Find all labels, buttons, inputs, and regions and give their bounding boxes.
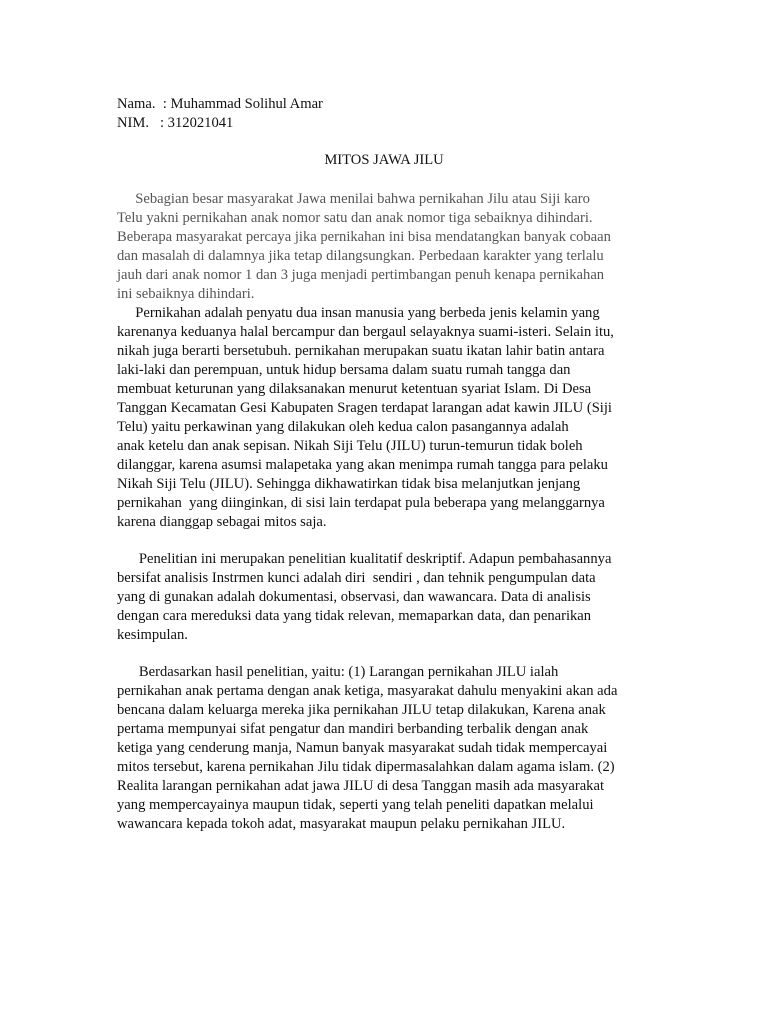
- paragraph-line: anak ketelu dan anak sepisan. Nikah Siji Telu (JILU) turun-temurun tidak boleh: [117, 438, 583, 454]
- student-name-line: Nama. : Muhammad Solihul Amar: [117, 96, 323, 112]
- paragraph-line: Berdasarkan hasil penelitian, yaitu: (1) Larangan pernikahan JILU ialah: [117, 664, 559, 680]
- paragraph-line: Telu yakni pernikahan anak nomor satu dan anak nomor tiga sebaiknya dihindari.: [117, 210, 593, 226]
- paragraph-line: jauh dari anak nomor 1 dan 3 juga menjadi pertimbangan penuh kenapa pernikahan: [117, 267, 605, 283]
- paragraph-line: yang di gunakan adalah dokumentasi, observasi, dan wawancara. Data di analisis: [117, 589, 591, 605]
- paragraph-line: bersifat analisis Instrmen kunci adalah diri sendiri , dan tehnik pengumpulan data: [117, 570, 596, 586]
- paragraph-line: Penelitian ini merupakan penelitian kualitatif deskriptif. Adapun pembahasannya: [117, 551, 612, 567]
- document-title: MITOS JAWA JILU: [324, 152, 444, 168]
- paragraph-line: karenanya keduanya halal bercampur dan bergaul selayaknya suami-isteri. Selain itu,: [117, 324, 614, 340]
- paragraph-line: laki-laki dan perempuan, untuk hidup bersama dalam suatu rumah tangga dan: [117, 362, 571, 378]
- paragraph-line: Nikah Siji Telu (JILU). Sehingga dikhawatirkan tidak bisa melanjutkan jenjang: [117, 476, 581, 492]
- paragraph-line: bencana dalam keluarga mereka jika pernikahan JILU tetap dilakukan, Karena anak: [117, 702, 606, 718]
- paragraph-line: yang mempercayainya maupun tidak, seperti yang telah peneliti dapatkan melalui: [117, 797, 594, 813]
- paragraph-line: Pernikahan adalah penyatu dua insan manusia yang berbeda jenis kelamin yang: [117, 305, 600, 321]
- paragraph-line: ini sebaiknya dihindari.: [117, 286, 255, 302]
- paragraph-line: Sebagian besar masyarakat Jawa menilai bahwa pernikahan Jilu atau Siji karo: [117, 191, 590, 207]
- paragraph-line: ketiga yang cenderung manja, Namun banyak masyarakat sudah tidak mempercayai: [117, 740, 608, 756]
- paragraph-line: kesimpulan.: [117, 627, 188, 643]
- paragraph-line: membuat keturunan yang dilaksanakan menurut ketentuan syariat Islam. Di Desa: [117, 381, 592, 397]
- paragraph-line: Tanggan Kecamatan Gesi Kabupaten Sragen terdapat larangan adat kawin JILU (Siji: [117, 400, 612, 416]
- paragraph-line: dan masalah di dalamnya jika tetap dilangsungkan. Perbedaan karakter yang terlalu: [117, 248, 604, 264]
- paragraph-line: Beberapa masyarakat percaya jika pernikahan ini bisa mendatangkan banyak cobaan: [117, 229, 611, 245]
- paragraph-line: Telu) yaitu perkawinan yang dilakukan oleh kedua calon pasangannya adalah: [117, 419, 569, 435]
- paragraph-line: Realita larangan pernikahan adat jawa JILU di desa Tanggan masih ada masyarakat: [117, 778, 604, 794]
- student-nim-line: NIM. : 312021041: [117, 115, 234, 131]
- paragraph-line: dilanggar, karena asumsi malapetaka yang akan menimpa rumah tangga para pelaku: [117, 457, 608, 473]
- paragraph-line: nikah juga berarti bersetubuh. pernikahan merupakan suatu ikatan lahir batin antara: [117, 343, 605, 359]
- paragraph-line: dengan cara mereduksi data yang tidak relevan, memaparkan data, dan penarikan: [117, 608, 592, 624]
- paragraph-line: pertama mempunyai sifat pengatur dan mandiri berbanding terbalik dengan anak: [117, 721, 589, 737]
- paragraph-line: pernikahan yang diinginkan, di sisi lain terdapat pula beberapa yang melanggarnya: [117, 495, 605, 511]
- paragraph-line: pernikahan anak pertama dengan anak ketiga, masyarakat dahulu menyakini akan ada: [117, 683, 618, 699]
- paragraph-line: mitos tersebut, karena pernikahan Jilu tidak dipermasalahkan dalam agama islam. (2): [117, 759, 615, 775]
- paragraph-line: wawancara kepada tokoh adat, masyarakat maupun pelaku pernikahan JILU.: [117, 816, 566, 832]
- paragraph-line: karena dianggap sebagai mitos saja.: [117, 514, 327, 530]
